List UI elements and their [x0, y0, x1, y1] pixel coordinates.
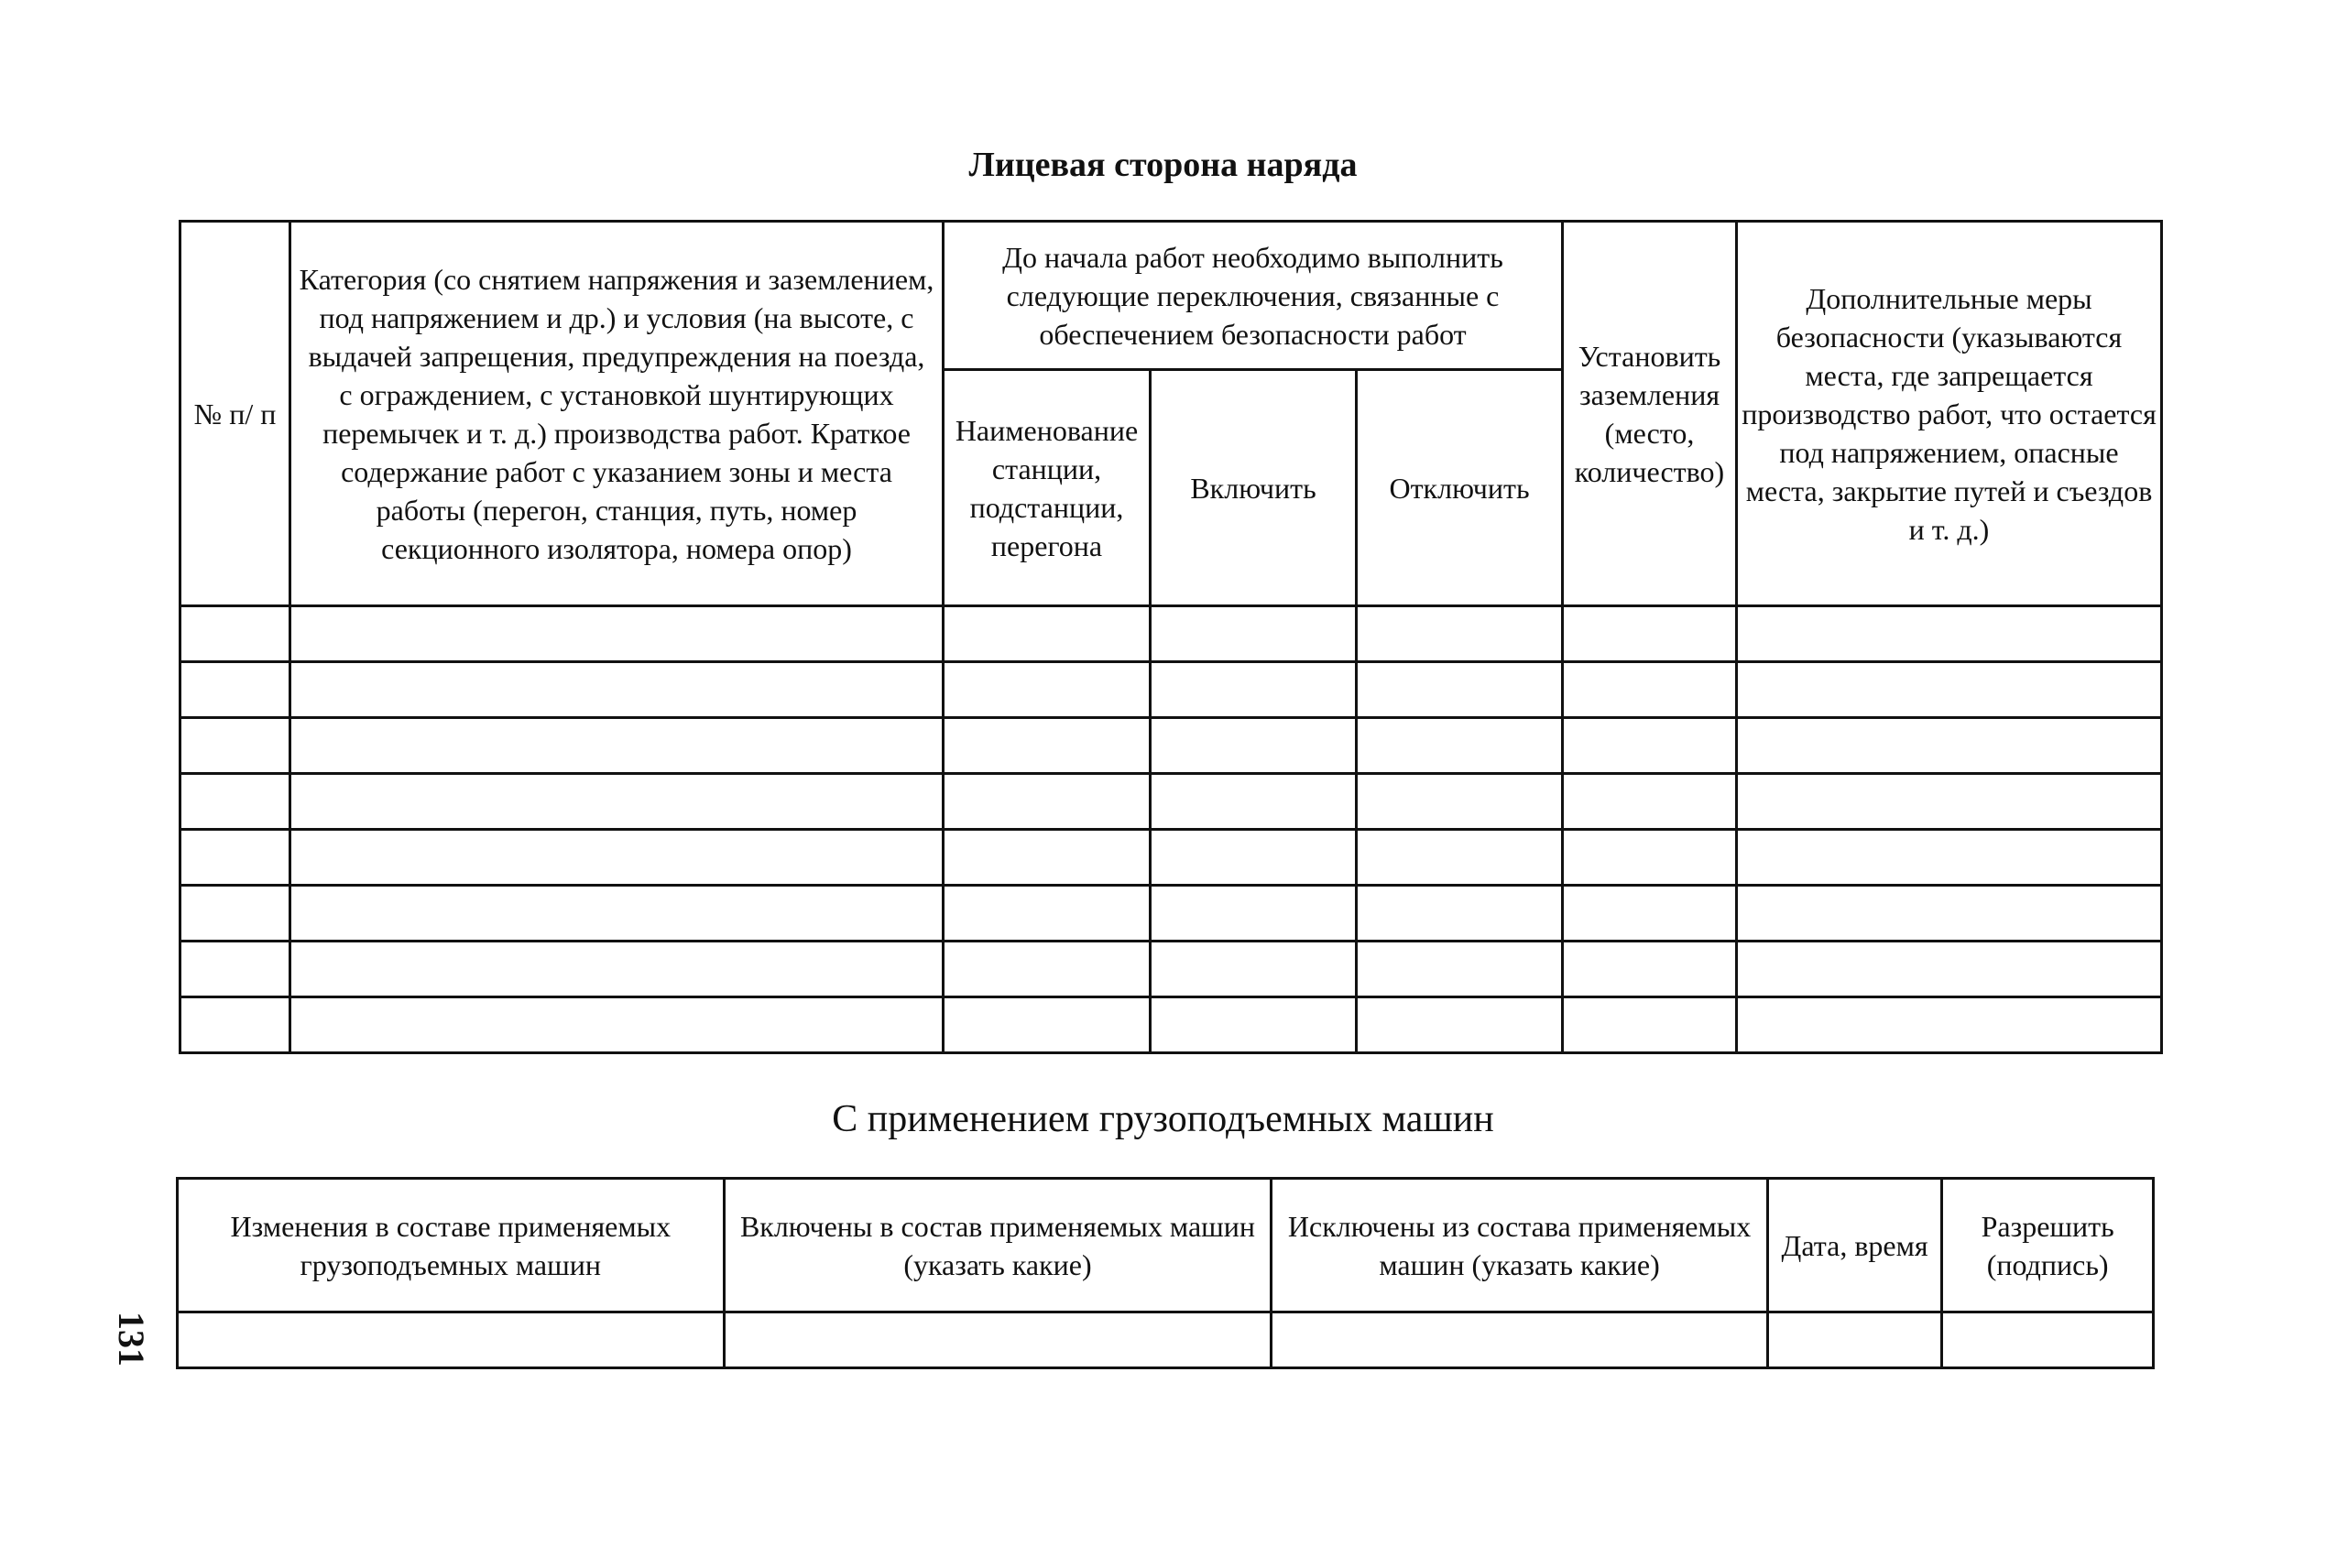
table-cell[interactable]	[1357, 830, 1563, 886]
table-cell[interactable]	[178, 1312, 725, 1368]
header-changes: Изменения в составе применяемых грузоподъемных машин	[178, 1179, 725, 1312]
table-cell[interactable]	[290, 774, 944, 830]
table-row	[180, 997, 2162, 1053]
table-cell[interactable]	[180, 662, 290, 718]
header-date-time: Дата, время	[1767, 1179, 1942, 1312]
table-cell[interactable]	[944, 718, 1151, 774]
table-cell[interactable]	[944, 606, 1151, 662]
table-cell[interactable]	[290, 997, 944, 1053]
table-cell[interactable]	[1563, 997, 1737, 1053]
table-row	[180, 886, 2162, 942]
table-cell[interactable]	[1942, 1312, 2154, 1368]
table-cell[interactable]	[1737, 774, 2162, 830]
table-cell[interactable]	[1563, 886, 1737, 942]
table-cell[interactable]	[180, 886, 290, 942]
header-turn-on: Включить	[1151, 370, 1357, 606]
header-num: № п/ п	[180, 222, 290, 606]
table-cell[interactable]	[290, 830, 944, 886]
table-cell[interactable]	[1151, 886, 1357, 942]
table-cell[interactable]	[944, 662, 1151, 718]
table-cell[interactable]	[1563, 606, 1737, 662]
table-cell[interactable]	[180, 997, 290, 1053]
table-cell[interactable]	[944, 774, 1151, 830]
table-cell[interactable]	[1357, 606, 1563, 662]
table-cell[interactable]	[944, 997, 1151, 1053]
table-cell[interactable]	[944, 886, 1151, 942]
table-cell[interactable]	[1357, 774, 1563, 830]
header-permit: Разрешить (подпись)	[1942, 1179, 2154, 1312]
table-cell[interactable]	[1151, 997, 1357, 1053]
table-cell[interactable]	[1563, 942, 1737, 997]
table-cell[interactable]	[290, 942, 944, 997]
table-row	[180, 774, 2162, 830]
table-cell[interactable]	[1151, 830, 1357, 886]
table-cell[interactable]	[1357, 997, 1563, 1053]
header-turn-off: Отключить	[1357, 370, 1563, 606]
table-cell[interactable]	[1357, 886, 1563, 942]
table-row	[178, 1312, 2154, 1368]
header-station-name: Наименование станции, подстанции, перегона	[944, 370, 1151, 606]
table-row	[180, 942, 2162, 997]
table-cell[interactable]	[1767, 1312, 1942, 1368]
table-row	[180, 662, 2162, 718]
table-cell[interactable]	[944, 830, 1151, 886]
page-number: 131	[111, 1312, 152, 1367]
table-row	[180, 718, 2162, 774]
header-measures: Дополнительные меры безопасности (указываются места, где запрещается производство работ, что остается под напряжением, опасные места, закрытие путей и съездов и т. д.)	[1737, 222, 2162, 606]
table-cell[interactable]	[1151, 774, 1357, 830]
table-cell[interactable]	[1151, 718, 1357, 774]
header-included: Включены в состав применяемых машин (указать какие)	[724, 1179, 1272, 1312]
table-cell[interactable]	[1737, 997, 2162, 1053]
table-cell[interactable]	[1151, 662, 1357, 718]
work-order-table	[179, 220, 2163, 1054]
table-cell[interactable]	[1563, 830, 1737, 886]
section-title: С применением грузоподъемных машин	[832, 1098, 1494, 1140]
header-category: Категория (со снятием напряжения и заземлением, под напряжением и др.) и условия (на высоте, с выдачей запрещения, предупреждения на поезда, с ограждением, с установкой шунтирующих перемычек и т. д.) производства работ. Краткое содержание работ с указанием зоны и места работы (перегон, станция, путь, номер секционного изолятора, номера опор)	[290, 222, 944, 606]
table-cell[interactable]	[1737, 718, 2162, 774]
table-cell[interactable]	[1737, 886, 2162, 942]
table-cell[interactable]	[1563, 718, 1737, 774]
table-cell[interactable]	[1737, 662, 2162, 718]
table-cell[interactable]	[1737, 606, 2162, 662]
page-title: Лицевая сторона наряда	[968, 146, 1358, 184]
table-cell[interactable]	[1357, 942, 1563, 997]
table-cell[interactable]	[1563, 662, 1737, 718]
table-cell[interactable]	[290, 886, 944, 942]
table-cell[interactable]	[290, 718, 944, 774]
table-cell[interactable]	[180, 718, 290, 774]
table-cell[interactable]	[1737, 942, 2162, 997]
table-cell[interactable]	[180, 830, 290, 886]
table-row	[180, 606, 2162, 662]
table-cell[interactable]	[1151, 942, 1357, 997]
lifting-machines-table	[176, 1177, 2155, 1369]
table-cell[interactable]	[180, 606, 290, 662]
table-cell[interactable]	[290, 606, 944, 662]
header-excluded: Исключены из состава применяемых машин (указать какие)	[1272, 1179, 1768, 1312]
table-cell[interactable]	[180, 774, 290, 830]
table-cell[interactable]	[1151, 606, 1357, 662]
header-switching: До начала работ необходимо выполнить следующие переключения, связанные с обеспечением безопасности работ	[944, 222, 1563, 370]
table-cell[interactable]	[944, 942, 1151, 997]
table-cell[interactable]	[1357, 718, 1563, 774]
header-grounding: Установить заземления (место, количество)	[1563, 222, 1737, 606]
table-row	[180, 830, 2162, 886]
table-cell[interactable]	[1272, 1312, 1768, 1368]
table-cell[interactable]	[1563, 774, 1737, 830]
table-cell[interactable]	[724, 1312, 1272, 1368]
table-cell[interactable]	[290, 662, 944, 718]
table-cell[interactable]	[1737, 830, 2162, 886]
table-cell[interactable]	[180, 942, 290, 997]
table-cell[interactable]	[1357, 662, 1563, 718]
